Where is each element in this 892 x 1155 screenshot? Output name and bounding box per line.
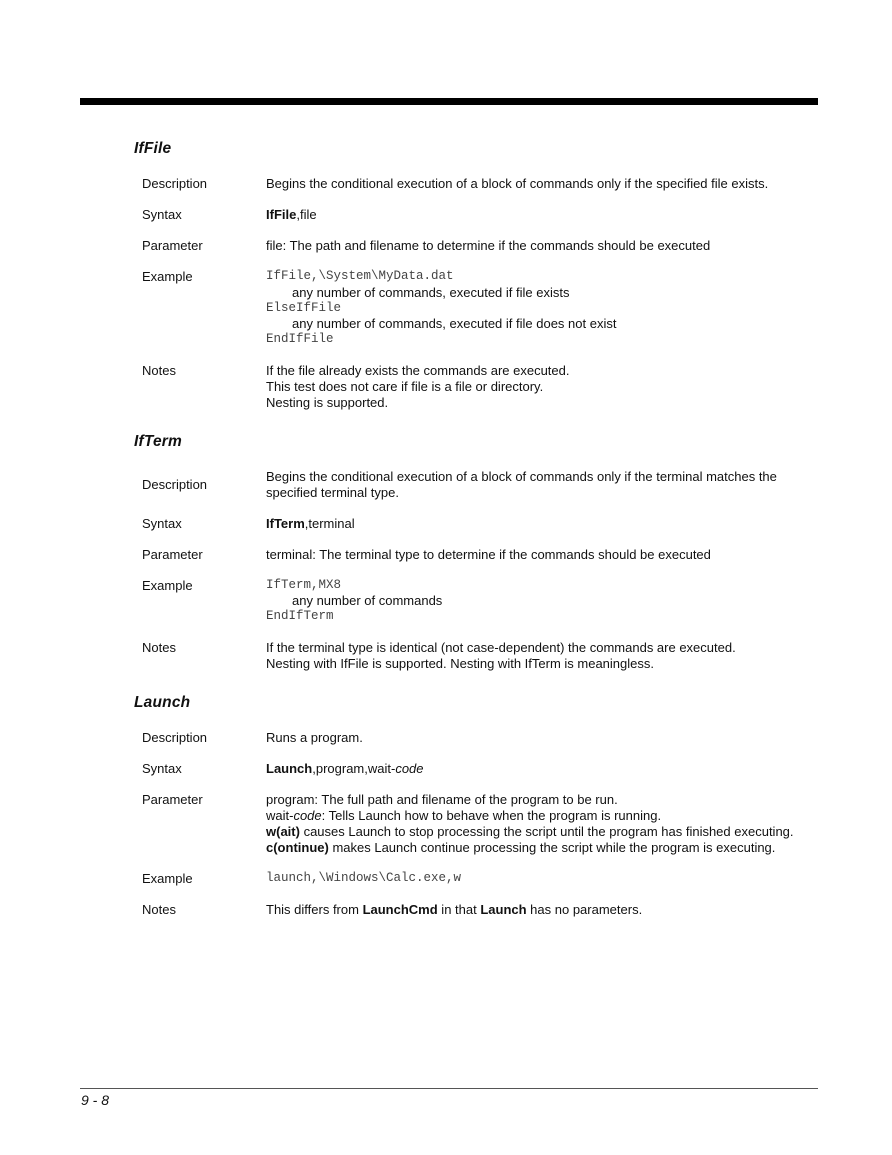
notes-row <box>134 363 794 411</box>
syntax-row <box>134 761 794 777</box>
code-line: EndIfFile <box>266 332 334 346</box>
param-desc: makes Launch continue processing the script while the program is executing. <box>328 839 776 855</box>
description-text: Runs a program. <box>266 729 363 745</box>
note-part: This differs from <box>266 901 363 917</box>
note-part: has no parameters. <box>526 901 643 917</box>
syntax-text <box>266 516 794 532</box>
syntax-row <box>134 516 794 532</box>
row-label: Example <box>142 269 193 284</box>
param-desc: : The terminal type to determine if the commands should be executed <box>312 546 711 562</box>
syntax-params: ,terminal <box>304 515 355 531</box>
section-title: IfTerm <box>134 432 182 450</box>
param-line <box>266 840 794 856</box>
row-label: Notes <box>142 639 176 655</box>
syntax-param-wait: ,wait- <box>364 760 396 776</box>
notes-block <box>266 640 794 672</box>
param-option: w(ait) <box>266 823 300 839</box>
note-command: Launch <box>480 901 527 917</box>
param-line <box>266 824 794 840</box>
parameter-row <box>134 547 794 563</box>
parameter-text <box>266 547 794 563</box>
example-comment: any number of commands, executed if file exists <box>292 284 570 300</box>
section-iffile <box>134 140 794 411</box>
param-desc: causes Launch to stop processing the script until the program has finished executing. <box>299 823 794 839</box>
param-desc: : Tells Launch how to behave when the program is running. <box>321 807 662 823</box>
syntax-text <box>266 207 794 223</box>
param-line <box>266 808 794 824</box>
code-line: launch,\Windows\Calc.exe,w <box>266 870 462 885</box>
note-line: If the terminal type is identical (not case-dependent) the commands are executed. <box>266 639 736 655</box>
syntax-param-code: code <box>395 760 424 776</box>
section-launch <box>134 694 794 918</box>
page-number: 9 - 8 <box>81 1092 110 1108</box>
syntax-params: ,file <box>296 207 317 222</box>
row-label: Parameter <box>142 791 203 807</box>
notes-block <box>266 363 794 411</box>
example-comment: any number of commands, executed if file does not exist <box>292 316 617 331</box>
row-label: Syntax <box>142 207 182 222</box>
notes-row <box>134 902 794 918</box>
description-row <box>134 176 794 192</box>
code-line: ElseIfFile <box>266 300 342 315</box>
row-label: Parameter <box>142 238 203 253</box>
description-row <box>134 469 794 501</box>
code-line: IfTerm,MX8 <box>266 577 342 592</box>
parameter-row <box>134 238 794 254</box>
param-desc: : The path and filename to determine if the commands should be executed <box>282 238 711 253</box>
example-row <box>134 269 794 348</box>
notes-text <box>266 902 794 918</box>
param-line <box>266 792 794 808</box>
document-content <box>134 140 794 918</box>
example-row <box>134 871 794 887</box>
note-line: If the file already exists the commands are executed. <box>266 362 570 378</box>
section-ifterm <box>134 433 794 672</box>
parameter-row <box>134 792 794 856</box>
code-line: IfFile,\System\MyData.dat <box>266 269 454 283</box>
description-row <box>134 730 794 746</box>
row-label: Notes <box>142 362 176 378</box>
parameter-text <box>266 238 794 254</box>
row-label: Parameter <box>142 546 203 562</box>
note-command: LaunchCmd <box>362 901 438 917</box>
note-line: Nesting with IfFile is supported. Nesting with IfTerm is meaningless. <box>266 655 654 671</box>
example-block <box>266 269 794 348</box>
notes-row <box>134 640 794 672</box>
description-text: Begins the conditional execution of a block of commands only if the terminal matches the specified terminal type. <box>266 468 777 500</box>
row-label: Description <box>142 176 208 191</box>
note-line: This test does not care if file is a file or directory. <box>266 378 544 394</box>
code-line: EndIfTerm <box>266 609 334 623</box>
example-comment: any number of commands <box>292 593 443 608</box>
syntax-row <box>134 207 794 223</box>
example-block <box>266 871 794 887</box>
parameter-block <box>266 792 794 856</box>
param-name-code: code <box>293 807 322 823</box>
row-label: Example <box>142 577 193 593</box>
param-name: file <box>266 238 283 253</box>
section-title: IfFile <box>134 140 172 157</box>
syntax-command: Launch <box>266 760 313 776</box>
row-label: Description <box>142 476 208 492</box>
header-rule <box>80 98 818 105</box>
row-label: Syntax <box>142 515 182 531</box>
note-line: Nesting is supported. <box>266 394 389 410</box>
row-label: Description <box>142 729 208 745</box>
param-name: wait- <box>266 807 294 823</box>
description-text: Begins the conditional execution of a block of commands only if the specified file exists. <box>266 176 769 191</box>
syntax-param-program: ,program <box>312 760 365 776</box>
section-title: Launch <box>134 693 191 711</box>
syntax-command: IfTerm <box>266 515 305 531</box>
row-label: Example <box>142 870 193 886</box>
param-name: terminal <box>266 546 313 562</box>
note-part: in that <box>437 901 481 917</box>
example-block <box>266 578 794 625</box>
footer-rule <box>80 1088 818 1089</box>
syntax-command: IfFile <box>266 207 297 222</box>
example-row <box>134 578 794 625</box>
row-label: Notes <box>142 901 176 917</box>
row-label: Syntax <box>142 760 182 776</box>
param-option: c(ontinue) <box>266 839 329 855</box>
param-name: program <box>266 791 315 807</box>
syntax-text <box>266 761 794 777</box>
param-desc: : The full path and filename of the program to be run. <box>314 791 618 807</box>
